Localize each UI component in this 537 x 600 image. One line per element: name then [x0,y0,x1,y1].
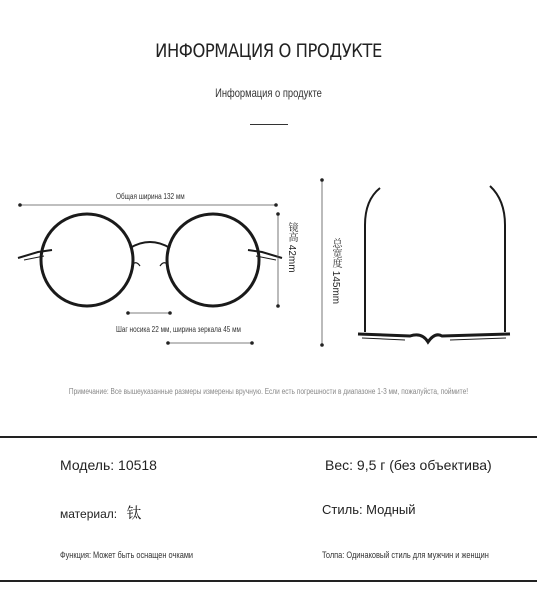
function-spec: Функция: Может быть оснащен очками [60,550,194,560]
bridge-lens-label: Шаг носика 22 мм, ширина зеркала 45 мм [116,325,241,334]
model-spec: Модель: 10518 [60,457,157,473]
bottom-separator [0,580,537,582]
front-frame-top-view [358,334,510,342]
left-temple [365,188,380,332]
lens-height-label: 镜高 42mm [286,222,297,273]
material-label: материал: [60,507,118,521]
material-spec [60,502,141,523]
left-lens [41,214,133,306]
right-temple [490,186,505,332]
total-width-label: Общая ширина 132 мм [116,192,185,201]
weight-spec: Вес: 9,5 г (без объектива) [325,457,492,473]
crowd-spec: Толпа: Одинаковый стиль для мужчин и женщин [322,550,489,560]
measurement-note: Примечание: Все вышеуказанные размеры измерены вручную. Если есть погрешности в диапазоне 1-3 мм, пожалуйста, поймите! [68,387,469,396]
top-separator [0,436,537,438]
style-spec: Стиль: Модный [322,502,416,517]
glasses-side-view [310,170,530,355]
total-length-label: 总宽度 145mm [330,238,341,305]
page-subtitle: Информация о продукте [215,86,322,100]
bridge [130,242,170,248]
right-lens [167,214,259,306]
title-divider [250,124,288,125]
page-title: ИНФОРМАЦИЯ О ПРОДУКТЕ [155,40,382,62]
material-value: 钛 [126,505,142,522]
